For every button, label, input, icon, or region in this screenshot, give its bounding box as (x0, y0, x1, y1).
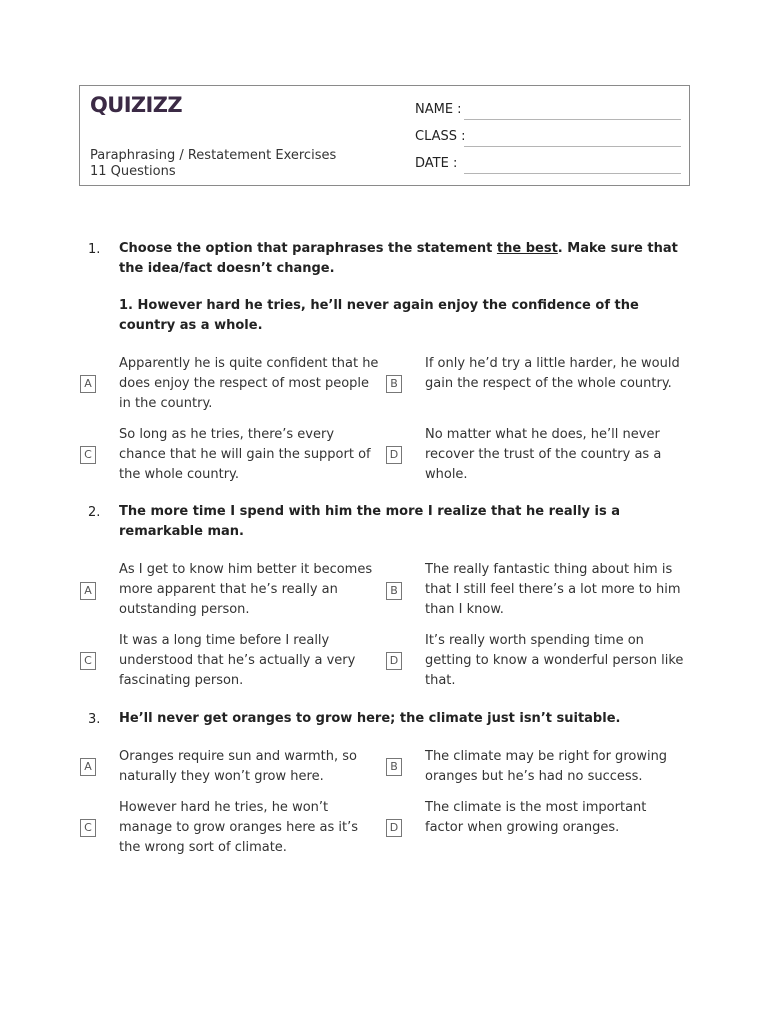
question-prompt: He’ll never get oranges to grow here; the climate just isn’t suitable. (119, 711, 621, 726)
option-a-box[interactable]: A (80, 758, 96, 776)
option-b-box[interactable]: B (386, 758, 402, 776)
worksheet-title: Paraphrasing / Restatement Exercises (90, 148, 337, 163)
date-label: DATE : (415, 156, 458, 171)
option-b-text: If only he’d try a little harder, he would gain the respect of the whole country. (425, 356, 680, 391)
option-c-text: So long as he tries, there’s every chance that he will gain the support of the whole country. (119, 427, 371, 482)
question-prompt: The more time I spend with him the more I realize that he really is a remarkable man. (119, 504, 621, 539)
option-d-box[interactable]: D (386, 652, 402, 670)
option-d-text: The climate is the most important factor when growing oranges. (425, 800, 647, 835)
question-number: 1. (88, 242, 101, 257)
question-statement: 1. However hard he tries, he’ll never again enjoy the confidence of the country as a whole. (119, 298, 639, 333)
question-count: 11 Questions (90, 164, 176, 179)
name-label: NAME : (415, 102, 462, 117)
option-d-box[interactable]: D (386, 446, 402, 464)
class-field[interactable] (464, 146, 681, 147)
option-b-text: The climate may be right for growing oranges but he’s had no success. (425, 749, 668, 784)
option-a-box[interactable]: A (80, 375, 96, 393)
option-a-text: Apparently he is quite confident that he does enjoy the respect of most people in the country. (119, 356, 379, 411)
option-a-text: As I get to know him better it becomes more apparent that he’s really an outstanding person. (119, 562, 373, 617)
quizizz-logo: QUIZIZZ (90, 93, 183, 117)
class-label: CLASS : (415, 129, 466, 144)
option-a-text: Oranges require sun and warmth, so naturally they won’t grow here. (119, 749, 357, 784)
question-number: 3. (88, 712, 101, 727)
prompt-text: . Make sure that the idea/fact doesn’t change. (119, 241, 678, 276)
option-d-box[interactable]: D (386, 819, 402, 837)
prompt-emphasis: the best (496, 241, 558, 256)
date-field[interactable] (464, 173, 681, 174)
option-c-box[interactable]: C (80, 819, 96, 837)
prompt-text: Choose the option that paraphrases the statement (119, 241, 497, 256)
name-field[interactable] (464, 119, 681, 120)
option-c-text: However hard he tries, he won’t manage to grow oranges here as it’s the wrong sort of climate. (119, 800, 359, 855)
option-b-box[interactable]: B (386, 375, 402, 393)
option-c-text: It was a long time before I really understood that he’s actually a very fascinating person. (119, 633, 356, 688)
option-d-text: No matter what he does, he’ll never recover the trust of the country as a whole. (425, 427, 662, 482)
option-c-box[interactable]: C (80, 446, 96, 464)
option-b-box[interactable]: B (386, 582, 402, 600)
question-number: 2. (88, 505, 101, 520)
option-d-text: It’s really worth spending time on getting to know a wonderful person like that. (425, 633, 684, 688)
worksheet-header (79, 85, 690, 186)
option-a-box[interactable]: A (80, 582, 96, 600)
question-prompt (119, 239, 691, 279)
option-c-box[interactable]: C (80, 652, 96, 670)
option-b-text: The really fantastic thing about him is that I still feel there’s a lot more to him than I know. (425, 562, 681, 617)
